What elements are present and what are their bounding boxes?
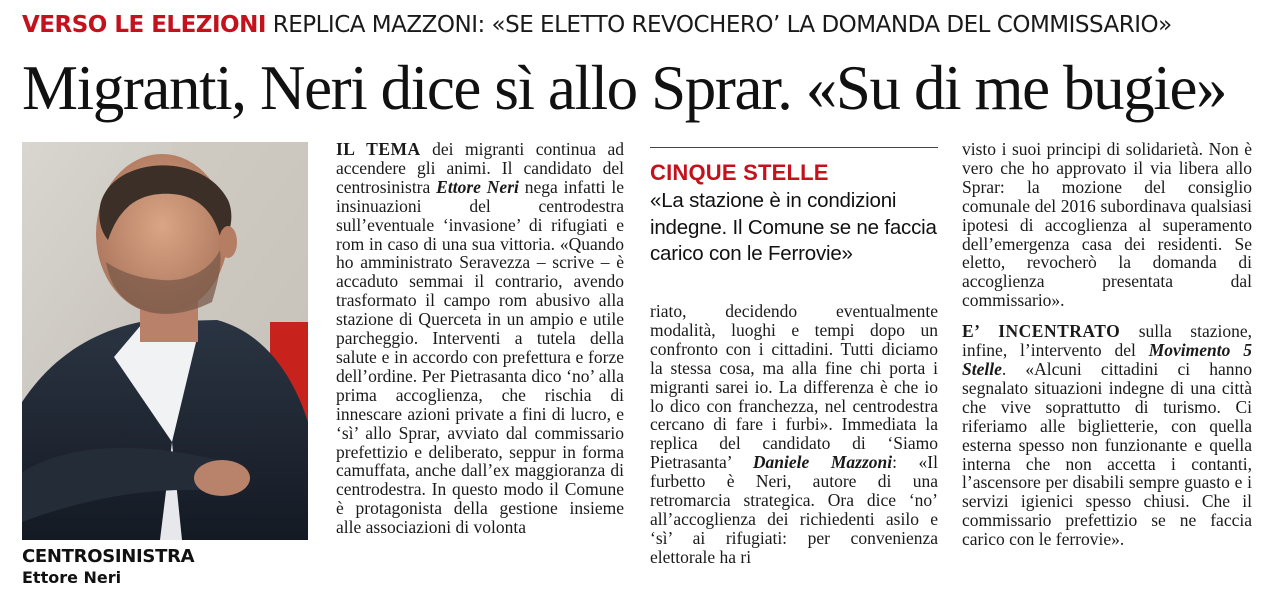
movement-name: Movimento 5 Stelle [962,340,1252,379]
body-text: sulla stazione, infine, l’intervento del [962,321,1253,361]
person-name: Daniele Mazzoni [752,452,893,473]
photo-caption-name: Ettore Neri [22,568,122,587]
article-column-1 [336,140,624,537]
lead-in: E’ INCENTRATO [962,321,1121,342]
portrait-photo [22,142,308,540]
lead-in: IL TEMA [336,139,421,159]
article-column-2 [650,302,938,567]
body-text: . «Alcuni cittadini ci hanno segnalato situazioni indegne di una città che vive soprattutto di turismo. Ci riferiamo alle biglietterie, con quella esterna spesso non funzionante e quella interna che non accetta i contanti, l’ascensore per disabili sempre guasto e i servizi igienici spesso chiusi. Che il commissario prefettizio se ne faccia carico con le ferrovie». [962,358,1252,550]
person-name: Ettore Neri [436,176,519,197]
body-text: nega infatti le insinuazioni del centrodestra sull’eventuale ‘invasione’ di rifugiati e rom in caso di una sua vittoria. «Quando ho amministrato Seravezza – scrive – è accaduto semmai il contrario, avendo trasformato il campo rom abusivo alla stazione di Querceta in un ampio e utile parcheggio. Interventi a tutela della salute e in accordo con prefettura e forze dell’ordine. Per Pietrasanta dico ‘no’ alla prima accoglienza, che rischia di innescare azioni private a fini di lucro, e ‘sì’ allo Sprar, avviato dal commissario prefettizio e deliberato, seppur in forma camuffata, anche dall’ex maggioranza di centrodestra. In questo modo il Comune è protagonista della gestione insieme alle associazioni di volonta [336,176,624,538]
article-paragraph [336,140,624,537]
headline: Migranti, Neri dice sì allo Sprar. «Su di me bugie» [22,53,1227,123]
article-column-3 [962,140,1252,549]
body-text: dei migranti continua ad accendere gli animi. Il candidato del centrosinistra [336,139,624,197]
body-text: : «Il furbetto è Neri, autore di una retromarcia strategica. Ora dice ‘no’ all’accoglienza dei richiedenti asilo e ‘sì’ ai rifugiati: per convenienza elettorale ha ri [650,452,938,567]
sidebar-box [650,147,938,276]
sidebar-title: CINQUE STELLE [650,160,829,185]
section-label: VERSO LE ELEZIONI [22,12,266,38]
article-paragraph [962,322,1252,549]
sidebar-quote: «La stazione è in condizioni indegne. Il Comune se ne faccia carico con le Ferrovie» [650,189,937,265]
article-paragraph [650,302,938,567]
kicker-subtitle: REPLICA MAZZONI: «SE ELETTO REVOCHERO’ LA DOMANDA DEL COMMISSARIO» [272,12,1172,38]
photo-caption-title: CENTROSINISTRA [22,546,195,567]
kicker-line [22,10,1262,40]
body-text: riato, decidendo eventualmente modalità, luoghi e tempi dopo un confronto con i cittadini. Tutti diciamo la stessa cosa, ma alla fine chi porta i migranti sarei io. La differenza è che io lo dico con franchezza, nel centrodestra cercano di fare i furbi». Immediata la replica del candidato di ‘Siamo Pietrasanta’ [650,301,938,473]
article-paragraph: visto i suoi principi di solidarietà. Non è vero che ho approvato il via libera allo Sprar: la mozione del consiglio comunale del 2016 subordinava qualsiasi ipotesi di accoglienza al superamento dell’emergenza casa dei residenti. Se eletto, revocherò la domanda di accoglienza presentata dal commissario». [962,139,1252,311]
